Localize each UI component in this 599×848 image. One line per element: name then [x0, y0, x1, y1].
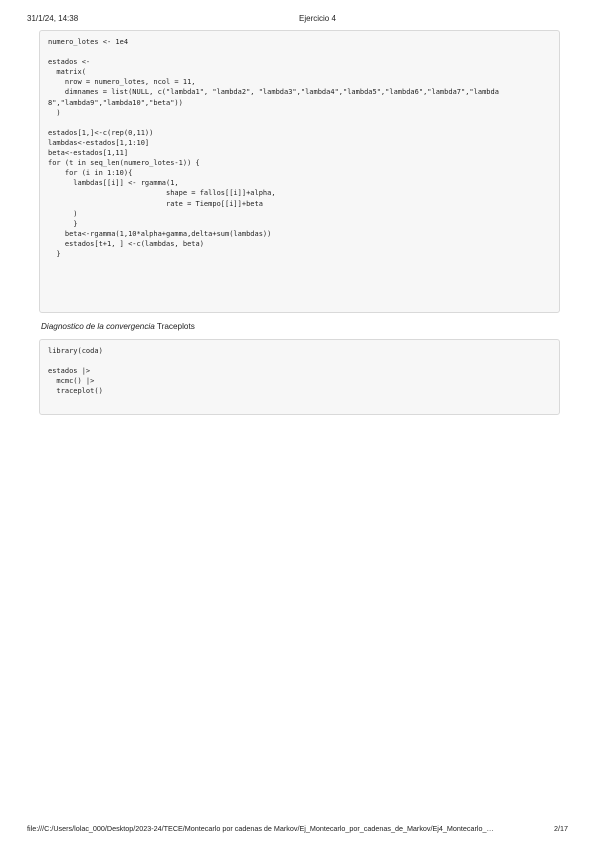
code-line: for (t in seq_len(numero_lotes-1)) { [48, 159, 200, 168]
section-heading-normal: Traceplots [154, 322, 195, 331]
code-line: traceplot() [48, 387, 103, 396]
code-line: beta<-rgamma(1,10*alpha+gamma,delta+sum(lambdas)) [48, 229, 272, 238]
code-line: matrix( [48, 68, 86, 77]
code-block-traceplot [39, 339, 560, 415]
code-line: library(coda) [48, 347, 103, 355]
section-heading-italic: Diagnostico de la convergencia [41, 322, 155, 331]
code-line: } [48, 219, 78, 228]
code-line: shape = fallos[[i]]+alpha, [48, 189, 276, 198]
code-line: ) [48, 108, 61, 117]
code-line: 8","lambda9","lambda10","beta")) [48, 98, 183, 107]
code-text [48, 37, 559, 259]
code-line: dimnames = list(NULL, c("lambda1", "lambda2", "lambda3","lambda4","lambda5","lambda6","lambda7","lambda [48, 88, 499, 97]
code-line: estados[t+1, ] <-c(lambdas, beta) [48, 239, 204, 248]
document-title: Ejercicio 4 [299, 14, 336, 23]
section-heading-convergence [41, 322, 195, 331]
code-line: for (i in 1:10){ [48, 169, 133, 178]
code-line: lambdas<-estados[1,1:10] [48, 138, 150, 147]
code-line: estados |> [48, 367, 91, 376]
code-line: ) [48, 209, 78, 218]
code-line: } [48, 249, 61, 258]
code-line: beta<-estados[1,11] [48, 149, 129, 158]
page-number: 2/17 [554, 824, 568, 833]
code-line: numero_lotes <- 1e4 [48, 38, 129, 46]
code-block-mcmc-sampler [39, 30, 560, 313]
print-datetime: 31/1/24, 14:38 [27, 14, 79, 23]
code-line: mcmc() |> [48, 377, 95, 386]
code-line: lambdas[[i]] <- rgamma(1, [48, 179, 179, 188]
footer-file-path: file:///C:/Users/lolac_000/Desktop/2023-24/TECE/Montecarlo por cadenas de Markov/Ej_Montecarlo_por_cadenas_de_Markov/Ej4_Montecarlo_… [27, 824, 494, 833]
code-line: nrow = numero_lotes, ncol = 11, [48, 78, 196, 87]
code-line: rate = Tiempo[[i]]+beta [48, 199, 263, 208]
code-text [48, 346, 559, 396]
code-line: estados[1,]<-c(rep(0,11)) [48, 128, 154, 137]
code-line: estados <- [48, 58, 91, 67]
